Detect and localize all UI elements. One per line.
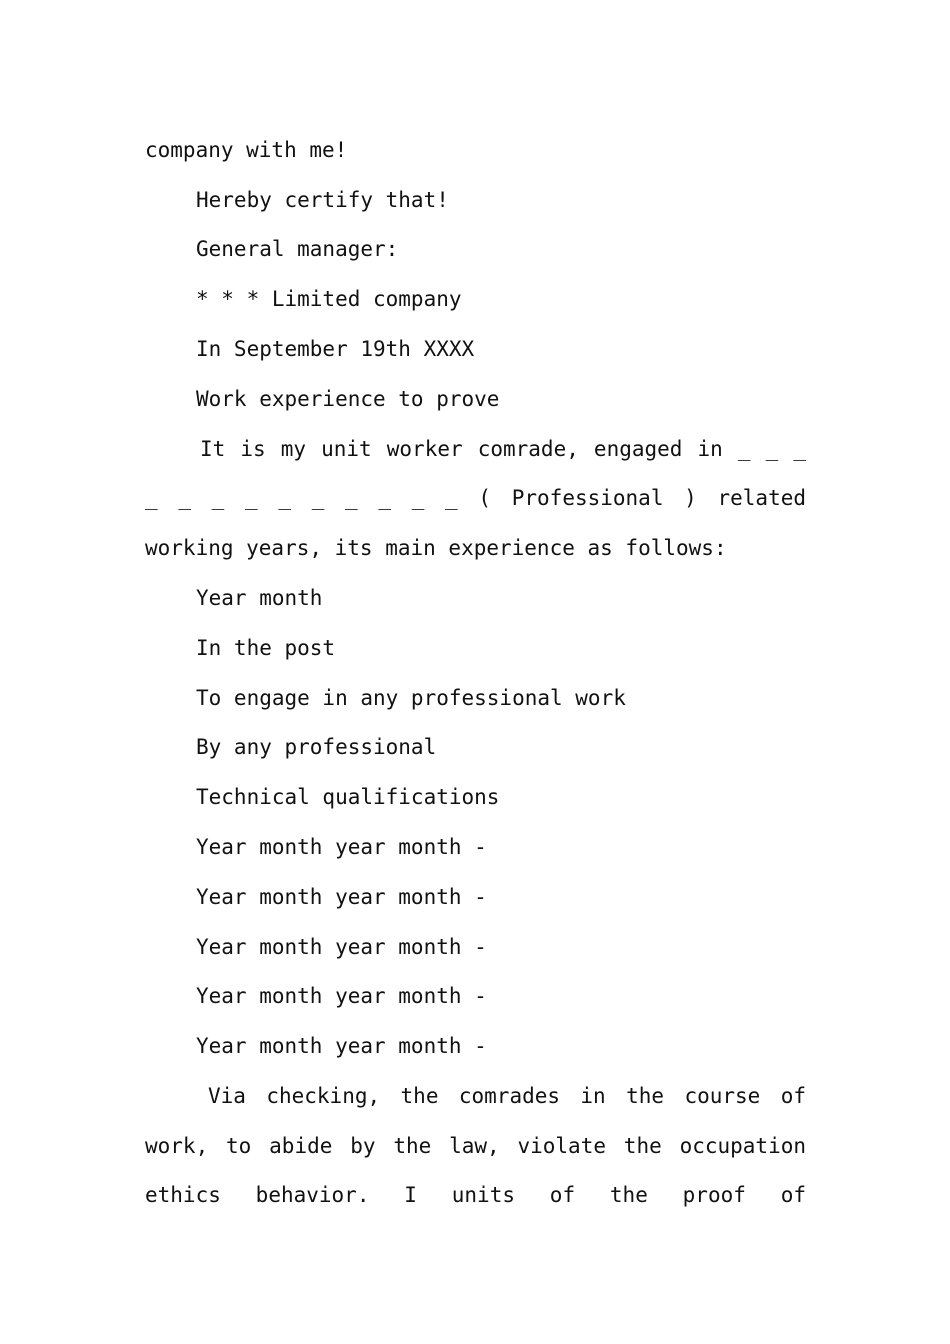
- text-line: Year month year month -: [196, 835, 487, 859]
- text-line: * * * Limited company: [196, 287, 462, 311]
- text-line: company with me!: [145, 138, 348, 162]
- text-line: Hereby certify that!: [196, 188, 449, 212]
- text-line: working years, its main experience as follows:: [145, 536, 727, 560]
- text-line: Year month: [196, 586, 323, 610]
- text-line: It is my unit worker comrade, engaged in _ _ _: [200, 437, 806, 461]
- text-line: Year month year month -: [196, 1034, 487, 1058]
- text-line: Year month year month -: [196, 935, 487, 959]
- text-line: To engage in any professional work: [196, 686, 626, 710]
- text-line: work, to abide by the law, violate the occupation: [145, 1134, 806, 1158]
- text-line: In the post: [196, 636, 336, 660]
- text-line: ethics behavior. I units of the proof of: [145, 1183, 806, 1207]
- text-line: Via checking, the comrades in the course of: [208, 1084, 806, 1108]
- text-line: In September 19th XXXX: [196, 337, 475, 361]
- text-line: By any professional: [196, 735, 437, 759]
- text-line: Year month year month -: [196, 984, 487, 1008]
- text-line: Year month year month -: [196, 885, 487, 909]
- text-line: _ _ _ _ _ _ _ _ _ _ ( Professional ) related: [145, 486, 806, 510]
- text-line: Technical qualifications: [196, 785, 500, 809]
- text-line: Work experience to prove: [196, 387, 500, 411]
- text-line: General manager:: [196, 237, 399, 261]
